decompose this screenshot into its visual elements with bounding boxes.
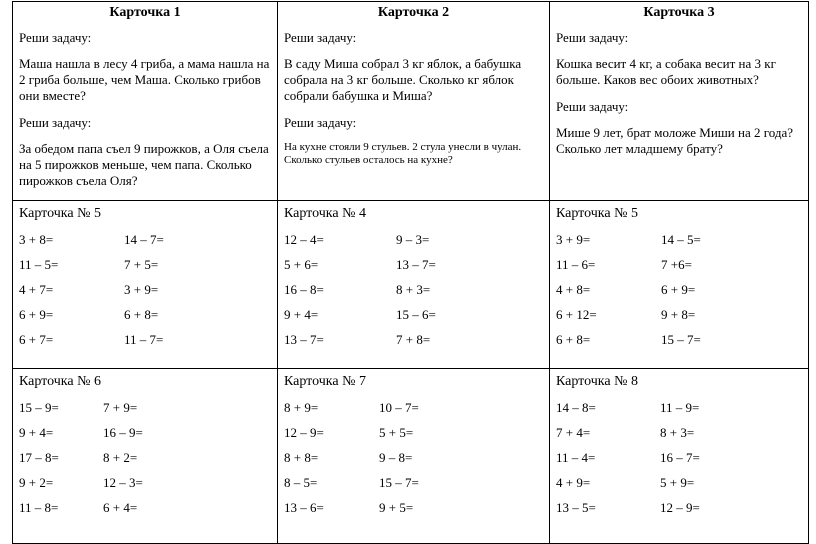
exercise-item: 17 – 8= (19, 450, 59, 465)
exercise-row (284, 307, 543, 332)
card-title: Карточка 1 (109, 5, 181, 20)
card-title: Карточка № 7 (284, 374, 366, 389)
task-label: Реши задачу: (19, 115, 92, 130)
exercise-cards-row (13, 369, 809, 544)
exercise-item: 6 + 8= (124, 307, 159, 322)
exercise-row (284, 475, 543, 500)
task-text: Маша нашла в лесу 4 гриба, а мама нашла на 2 гриба больше, чем Маша. Сколько грибов они вместе? (19, 56, 270, 103)
card-title: Карточка № 5 (19, 206, 101, 221)
task-label: Реши задачу: (284, 30, 357, 45)
exercise-row (556, 475, 802, 500)
exercise-row (556, 425, 802, 450)
exercise-row (556, 450, 802, 475)
exercise-item: 7 + 9= (103, 400, 138, 415)
exercise-item: 13 – 7= (284, 332, 324, 347)
exercise-item: 11 – 6= (556, 257, 596, 272)
exercise-item: 8 – 5= (284, 475, 318, 490)
exercise-item: 6 + 8= (556, 332, 591, 347)
task-text: Мише 9 лет, брат моложе Миши на 2 года? Сколько лет младшему брату? (556, 125, 794, 156)
exercise-row (556, 500, 802, 525)
exercise-card (13, 201, 278, 369)
task-card (550, 2, 809, 201)
task-text: В саду Миша собрал 3 кг яблок, а бабушка собрала на 3 кг больше. Сколько кг яблок собрали бабушка и Миша? (284, 56, 522, 103)
exercise-item: 15 – 6= (396, 307, 436, 322)
card-title: Карточка № 4 (284, 206, 366, 221)
exercise-card (550, 369, 809, 544)
exercise-row (284, 500, 543, 525)
exercise-item: 3 + 8= (19, 232, 54, 247)
exercise-row (556, 232, 802, 257)
card-title: Карточка № 5 (556, 206, 638, 221)
exercise-item: 7 +6= (661, 257, 692, 272)
exercise-card (278, 369, 550, 544)
exercise-card (550, 201, 809, 369)
exercise-row (556, 257, 802, 282)
exercise-item: 6 + 9= (661, 282, 696, 297)
exercise-item: 15 – 7= (379, 475, 419, 490)
exercise-item: 4 + 8= (556, 282, 591, 297)
exercise-item: 12 – 4= (284, 232, 324, 247)
exercise-row (19, 307, 271, 332)
exercise-item: 7 + 8= (396, 332, 431, 347)
task-card (13, 2, 278, 201)
task-text: За обедом папа съел 9 пирожков, а Оля съела на 5 пирожков меньше, чем папа. Сколько пирожков съела Оля? (19, 141, 269, 188)
exercise-item: 4 + 9= (556, 475, 591, 490)
exercise-item: 15 – 9= (19, 400, 59, 415)
exercise-item: 9 + 4= (19, 425, 54, 440)
exercise-item: 11 – 7= (124, 332, 164, 347)
exercise-item: 14 – 7= (124, 232, 164, 247)
exercise-item: 5 + 9= (660, 475, 695, 490)
exercise-item: 9 + 2= (19, 475, 54, 490)
exercise-item: 8 + 3= (396, 282, 431, 297)
exercise-card (13, 369, 278, 544)
exercise-item: 5 + 5= (379, 425, 414, 440)
exercise-row (556, 282, 802, 307)
exercise-item: 8 + 3= (660, 425, 695, 440)
exercise-row (284, 257, 543, 282)
exercise-item: 13 – 6= (284, 500, 324, 515)
exercise-item: 16 – 9= (103, 425, 143, 440)
task-label: Реши задачу: (556, 99, 629, 114)
exercise-row (19, 425, 271, 450)
exercise-item: 9 – 3= (396, 232, 430, 247)
exercise-item: 8 + 8= (284, 450, 319, 465)
exercise-row (284, 232, 543, 257)
card-title: Карточка 3 (643, 5, 715, 20)
exercise-item: 11 – 5= (19, 257, 59, 272)
exercise-row (556, 307, 802, 332)
task-label: Реши задачу: (284, 115, 357, 130)
exercise-item: 14 – 8= (556, 400, 596, 415)
card-title: Карточка № 8 (556, 374, 638, 389)
task-cards-row (13, 2, 809, 201)
exercise-row (19, 400, 271, 425)
exercise-row (19, 332, 271, 357)
exercise-item: 16 – 8= (284, 282, 324, 297)
exercise-item: 12 – 9= (284, 425, 324, 440)
exercise-item: 5 + 6= (284, 257, 319, 272)
exercise-item: 11 – 9= (660, 400, 700, 415)
exercise-item: 6 + 12= (556, 307, 597, 322)
exercise-row (284, 425, 543, 450)
exercise-cards-row (13, 201, 809, 369)
task-label: Реши задачу: (556, 30, 629, 45)
exercise-item: 10 – 7= (379, 400, 419, 415)
exercise-row (19, 500, 271, 525)
exercise-item: 8 + 9= (284, 400, 319, 415)
exercise-card (278, 201, 550, 369)
exercise-item: 11 – 4= (556, 450, 596, 465)
exercise-item: 6 + 9= (19, 307, 54, 322)
exercise-item: 7 + 4= (556, 425, 591, 440)
exercise-item: 7 + 5= (124, 257, 159, 272)
exercise-item: 3 + 9= (556, 232, 591, 247)
exercise-item: 9 – 8= (379, 450, 413, 465)
exercise-item: 3 + 9= (124, 282, 159, 297)
exercise-row (19, 475, 271, 500)
cards-table (12, 1, 809, 544)
task-label: Реши задачу: (19, 30, 92, 45)
exercise-item: 16 – 7= (660, 450, 700, 465)
exercise-row (19, 282, 271, 307)
exercise-row (284, 332, 543, 357)
exercise-item: 4 + 7= (19, 282, 54, 297)
exercise-row (284, 400, 543, 425)
task-text: На кухне стояли 9 стульев. 2 стула унесли в чулан. Сколько стульев осталось на кухне? (284, 141, 522, 166)
exercise-item: 9 + 5= (379, 500, 414, 515)
exercise-item: 6 + 4= (103, 500, 138, 515)
exercise-item: 6 + 7= (19, 332, 54, 347)
exercise-item: 15 – 7= (661, 332, 701, 347)
task-text: Кошка весит 4 кг, а собака весит на 3 кг больше. Каков вес обоих животных? (556, 56, 776, 87)
exercise-row (556, 400, 802, 425)
card-title: Карточка 2 (377, 5, 450, 20)
exercise-item: 14 – 5= (661, 232, 701, 247)
exercise-item: 9 + 8= (661, 307, 696, 322)
exercise-item: 11 – 8= (19, 500, 59, 515)
exercise-item: 12 – 9= (660, 500, 700, 515)
exercise-row (19, 257, 271, 282)
exercise-row (284, 282, 543, 307)
exercise-item: 12 – 3= (103, 475, 143, 490)
card-title: Карточка № 6 (19, 374, 101, 389)
exercise-item: 13 – 5= (556, 500, 596, 515)
exercise-item: 13 – 7= (396, 257, 436, 272)
exercise-item: 9 + 4= (284, 307, 319, 322)
exercise-item: 8 + 2= (103, 450, 138, 465)
exercise-row (284, 450, 543, 475)
exercise-row (556, 332, 802, 357)
task-card (278, 2, 550, 201)
exercise-row (19, 232, 271, 257)
exercise-row (19, 450, 271, 475)
